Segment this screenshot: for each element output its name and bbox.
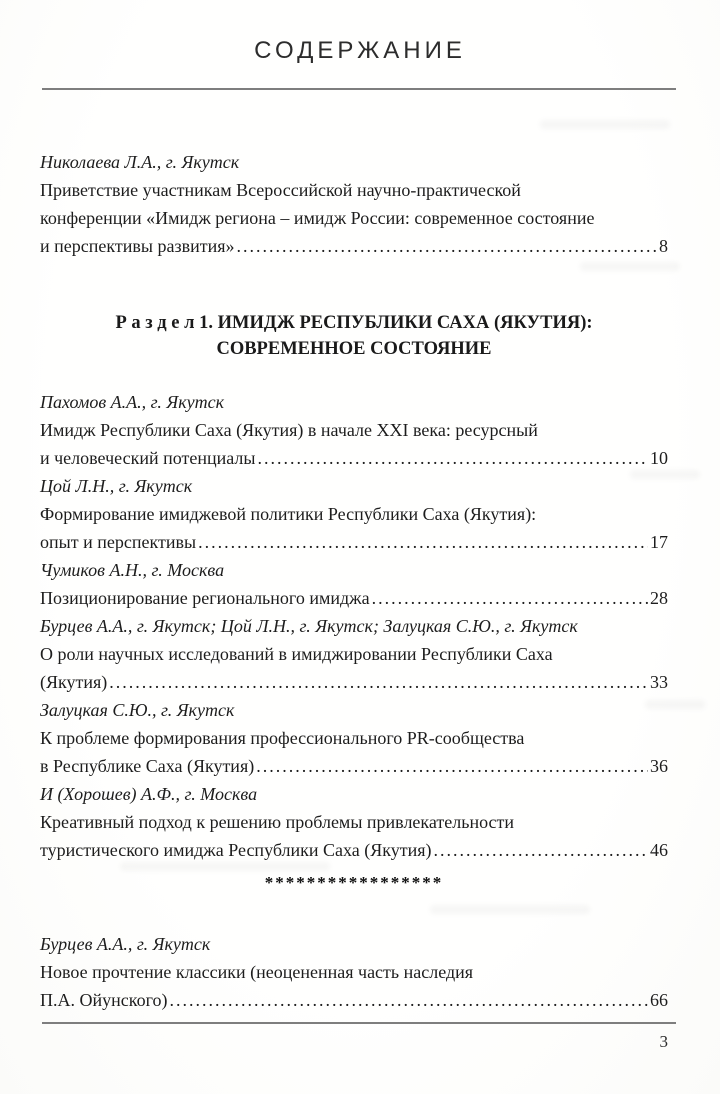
toc-entry-leader-line	[40, 836, 668, 864]
section-heading-line2: СОВРЕМЕННОЕ СОСТОЯНИЕ	[216, 339, 492, 359]
toc-entry-title-line: Имидж Республики Саха (Якутия) в начале XXI века: ресурсный	[40, 420, 538, 440]
scan-bleed-artifact	[540, 120, 670, 129]
toc-entry-title-end: опыт и перспективы	[40, 532, 197, 552]
toc-entry-title-end: в Республике Саха (Якутия)	[40, 756, 255, 776]
toc-entry-page-number: 36	[650, 756, 668, 776]
dot-leader	[198, 528, 648, 556]
toc-entry-title-line: Формирование имиджевой политики Республики Саха (Якутия):	[40, 504, 537, 524]
toc-entry-title-line: конференции «Имидж региона – имидж России: современное состояние	[40, 208, 595, 228]
toc-entry-page-number: 17	[650, 532, 668, 552]
toc-entry-page-number: 33	[650, 672, 668, 692]
toc-entry-title-end: Позиционирование регионального имиджа	[40, 588, 370, 608]
toc-entry-leader-line	[40, 668, 668, 696]
toc-entry	[40, 472, 668, 556]
toc-entry-leader-line	[40, 528, 668, 556]
section-heading-line1: Р а з д е л 1. ИМИДЖ РЕСПУБЛИКИ САХА (ЯКУТИЯ):	[115, 313, 593, 333]
toc-entry-title-end: (Якутия)	[40, 672, 108, 692]
toc-entry-leader-line	[40, 232, 668, 260]
dot-leader	[434, 836, 648, 864]
toc-entry-authors: Бурцев А.А., г. Якутск; Цой Л.Н., г. Якутск; Залуцкая С.Ю., г. Якутск	[40, 616, 578, 636]
toc-entry-page-number: 8	[659, 236, 668, 256]
toc-content	[40, 148, 668, 1014]
toc-entry	[40, 148, 668, 260]
toc-entry	[40, 930, 668, 1014]
toc-entry-title-end: П.А. Ойунского)	[40, 990, 168, 1010]
toc-entry-authors: Цой Л.Н., г. Якутск	[40, 476, 193, 496]
dot-leader	[256, 752, 648, 780]
toc-entry-authors: Залуцкая С.Ю., г. Якутск	[40, 700, 235, 720]
dot-leader	[236, 232, 657, 260]
dot-leader	[170, 986, 648, 1014]
toc-entry-authors: Бурцев А.А., г. Якутск	[40, 934, 211, 954]
toc-entry-title-end: и перспективы развития»	[40, 236, 235, 256]
toc-entry-title-line: Приветствие участникам Всероссийской научно-практической	[40, 180, 521, 200]
toc-entry-leader-line	[40, 986, 668, 1014]
toc-entry-title-line: Новое прочтение классики (неоцененная часть наследия	[40, 962, 474, 982]
dot-leader	[257, 444, 648, 472]
toc-entry-authors: Николаева Л.А., г. Якутск	[40, 152, 240, 172]
toc-entry-title-line: О роли научных исследований в имиджировании Республики Саха	[40, 644, 553, 664]
toc-entry-page-number: 66	[650, 990, 668, 1010]
toc-entry-page-number: 46	[650, 840, 668, 860]
footer-rule	[42, 1022, 676, 1024]
toc-entry-title-line: К проблеме формирования профессионального PR-сообщества	[40, 728, 525, 748]
toc-entry	[40, 780, 668, 864]
toc-entry	[40, 556, 668, 612]
toc-entry-authors: И (Хорошев) А.Ф., г. Москва	[40, 784, 258, 804]
toc-entry-page-number: 28	[650, 588, 668, 608]
toc-entry-authors: Чумиков А.Н., г. Москва	[40, 560, 225, 580]
toc-entry-title-line: Креативный подход к решению проблемы привлекательности	[40, 812, 515, 832]
toc-entry-page-number: 10	[650, 448, 668, 468]
page-title: СОДЕРЖАНИЕ	[254, 37, 466, 64]
section-heading	[40, 310, 668, 362]
toc-entry	[40, 696, 668, 780]
toc-entry-title-end: и человеческий потенциалы	[40, 448, 256, 468]
dot-leader	[372, 584, 648, 612]
toc-entry	[40, 612, 668, 696]
dot-leader	[109, 668, 648, 696]
toc-entry-leader-line	[40, 444, 668, 472]
toc-entry-authors: Пахомов А.А., г. Якутск	[40, 392, 225, 412]
footer-page-number: 3	[659, 1032, 668, 1051]
toc-entry-title-end: туристического имиджа Республики Саха (Якутия)	[40, 840, 432, 860]
asterisk-separator: *****************	[264, 873, 444, 892]
toc-entry	[40, 388, 668, 472]
header-rule	[42, 88, 676, 90]
toc-entry-leader-line	[40, 584, 668, 612]
toc-entry-leader-line	[40, 752, 668, 780]
